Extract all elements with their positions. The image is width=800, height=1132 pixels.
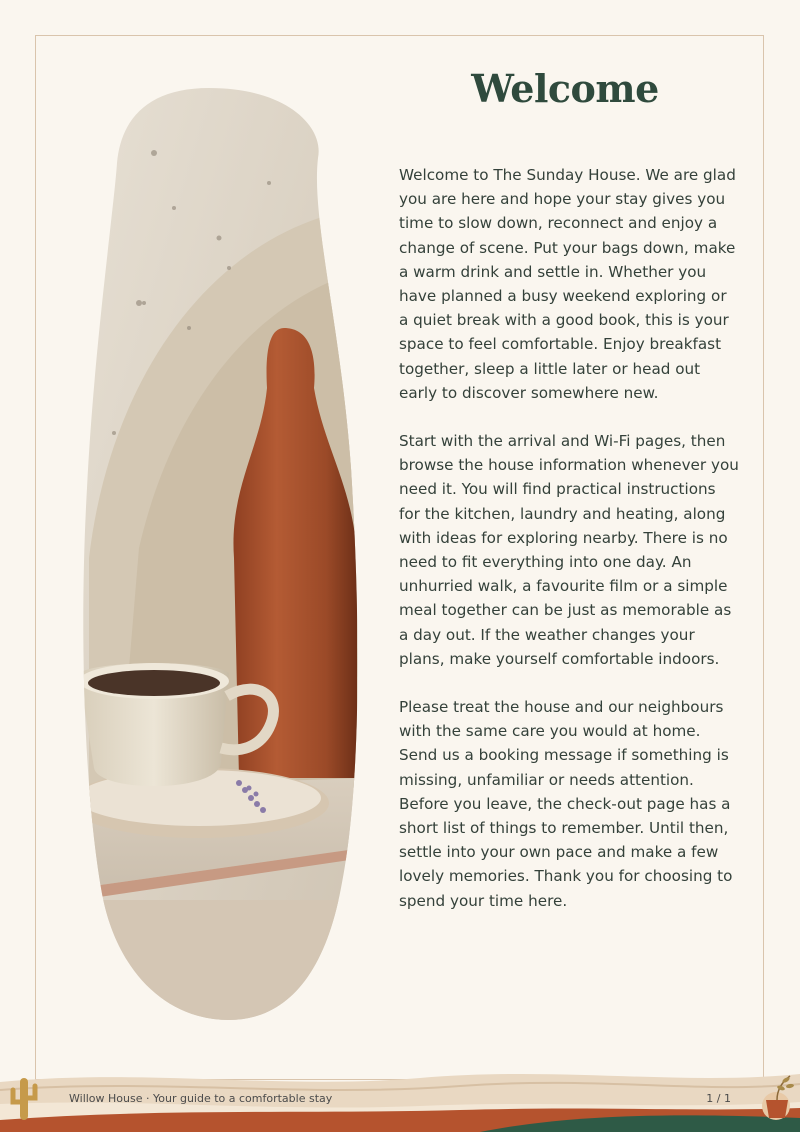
paragraph-2: Start with the arrival and Wi-Fi pages, then browse the house information whenever you need it. You will find practical instructions for the kitchen, laundry and heating, along with ideas for exploring nearby. There is no need to fit everything into one day. An unhurried walk, a favourite film or a simple meal together can be just as memorable as a day out. If the weather changes your plans, make yourself comfortable indoors. <box>399 432 739 668</box>
welcome-body <box>399 163 739 937</box>
page-number: 1 / 1 <box>706 1092 731 1105</box>
footer-caption: Willow House · Your guide to a comfortable stay <box>69 1092 333 1105</box>
paragraph-3: Please treat the house and our neighbours with the same care you would at home. Send us a booking message if something is missing, unfamiliar or needs attention. Before you leave, the check-out page has a short list of things to remember. Until then, settle into your own pace and make a few lovely memories. Thank you for choosing to spend your time here. <box>399 698 733 910</box>
plant-pot-icon <box>756 1068 798 1124</box>
page-title: Welcome <box>471 66 659 111</box>
paragraph-1: Welcome to The Sunday House. We are glad you are here and hope your stay gives you time to slow down, reconnect and enjoy a change of scene. Put your bags down, make a warm drink and settle in. Whether you have planned a busy weekend exploring or a quiet break with a good book, this is your space to feel comfortable. Enjoy breakfast together, sleep a little later or head out early to discover somewhere new. <box>399 166 736 402</box>
cactus-icon <box>6 1074 42 1124</box>
photo-coffee-cup-and-vase <box>79 88 363 1020</box>
